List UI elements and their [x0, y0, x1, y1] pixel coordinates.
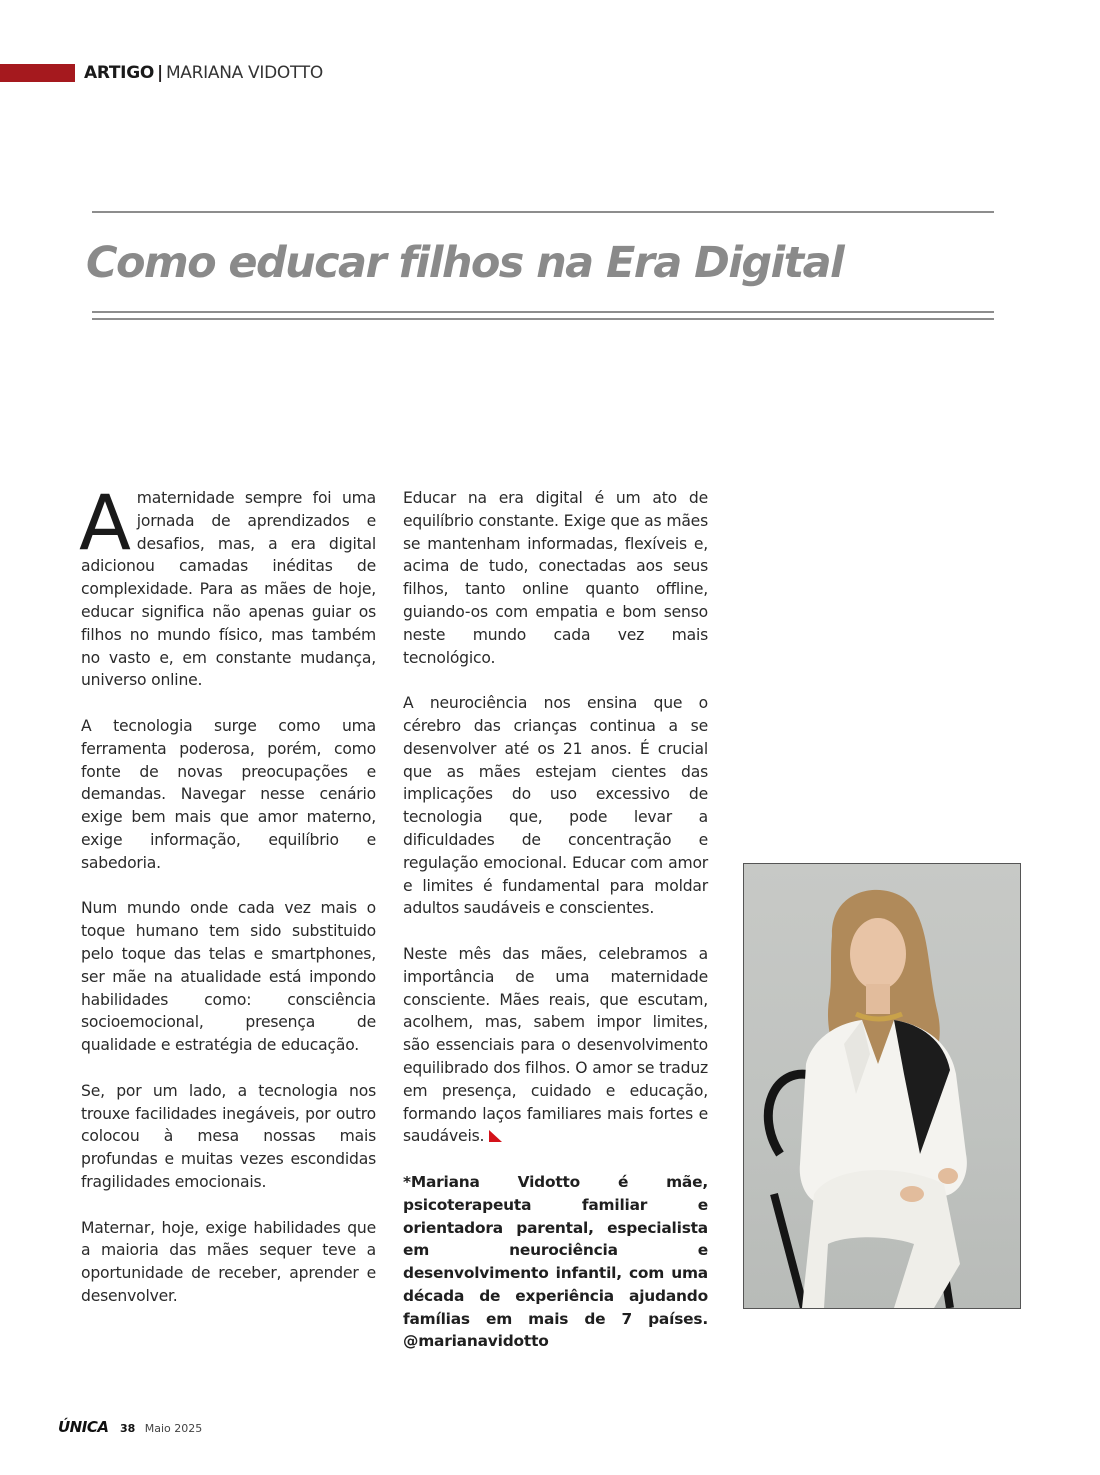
section-kind: ARTIGO — [84, 63, 155, 83]
paragraph: Maternar, hoje, exige habilidades que a maioria das mães sequer teve a oportunidade de receber, aprender e desenvolver. — [81, 1218, 376, 1305]
title-rule-top — [92, 211, 994, 213]
title-rule-bottom — [92, 311, 994, 313]
header-author: MARIANA VIDOTTO — [165, 63, 323, 83]
paragraph: Num mundo onde cada vez mais o toque humano tem sido substituido pelo toque das telas e smartphones, ser mãe na atualidade está impondo habilidades como: consciência socioemocional, presença de qualidade e estratégia de educação. — [81, 899, 376, 1055]
end-of-article-icon — [489, 1130, 502, 1142]
paragraph-text: maternidade sempre foi uma jornada de aprendizados e desafios, mas, a era digital adicionou camadas inéditas de complexidade. Para as mães de hoje, educar significa não apenas guiar os filhos no mundo físico, mas também no vasto e, em constante mudança, universo online. — [81, 489, 376, 690]
drop-cap: A — [79, 478, 131, 567]
paragraph: Se, por um lado, a tecnologia nos trouxe facilidades inegáveis, por outro colocou à mesa nossas mais profundas e muitas vezes escondidas fragilidades emocionais. — [81, 1081, 376, 1191]
article-title: Como educar filhos na Era Digital — [86, 238, 844, 288]
paragraph — [403, 943, 708, 1148]
author-photo — [743, 863, 1021, 1309]
author-bio: *Mariana Vidotto é mãe, psicoterapeuta familiar e orientadora parental, especialista em neurociência e desenvolvimento infantil, com uma década de experiência ajudando famílias em mais de 7 países. @marianavidotto — [403, 1172, 708, 1351]
paragraph — [79, 478, 376, 692]
section-header — [84, 63, 323, 83]
page-footer — [58, 1419, 202, 1437]
article-column-right — [403, 487, 708, 1376]
page-number: 38 — [119, 1422, 136, 1435]
section-color-bar — [0, 64, 75, 82]
title-rule-bottom-second — [92, 318, 994, 320]
paragraph: A neurociência nos ensina que o cérebro das crianças continua a se desenvolver até os 21 anos. É crucial que as mães estejam cientes das implicações do uso excessivo de tecnologia que, pode levar a dificuldades de concentração e regulação emocional. Educar com amor e limites é fundamental para moldar adultos saudáveis e conscientes. — [403, 694, 708, 918]
paragraph-text: Neste mês das mães, celebramos a importância de uma maternidade consciente. Mães reais, que escutam, acolhem, mas, sabem impor limites, são essenciais para o desenvolvimento equilibrado dos filhos. O amor se traduz em presença, cuidado e educação, formando laços familiares mais fortes e saudáveis. — [403, 944, 708, 1146]
paragraph: Educar na era digital é um ato de equilíbrio constante. Exige que as mães se mantenham informadas, flexíveis e, acima de tudo, conectadas aos seus filhos, tanto online quanto offline, guiando-os com empatia e bom senso neste mundo cada vez mais tecnológico. — [403, 489, 708, 667]
paragraph: A tecnologia surge como uma ferramenta poderosa, porém, como fonte de novas preocupações e demandas. Navegar nesse cenário exige bem mais que amor materno, exige informação, equilíbrio e sabedoria. — [81, 716, 376, 872]
magazine-logo: ÚNICA — [58, 1418, 109, 1436]
issue-date: Maio 2025 — [144, 1422, 203, 1435]
article-column-left — [79, 478, 376, 1330]
author-portrait-illustration — [744, 864, 1020, 1308]
header-separator: | — [157, 63, 163, 83]
